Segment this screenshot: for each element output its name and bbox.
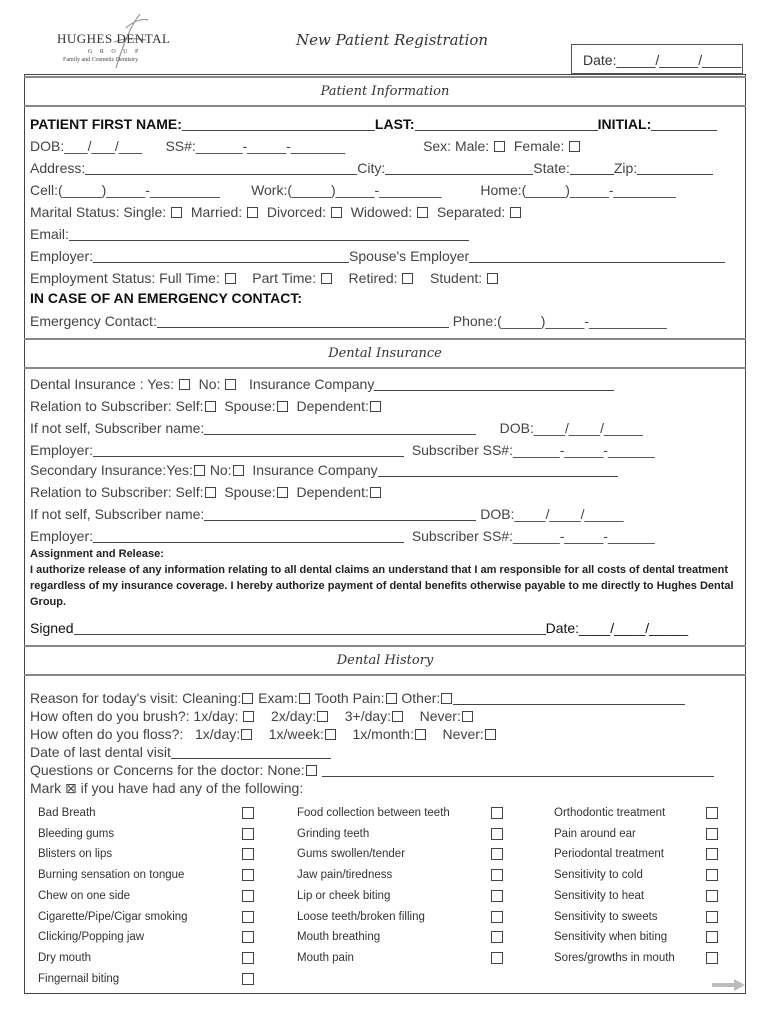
city-field[interactable]: [385, 161, 533, 175]
condition-label: Lip or cheek biting: [297, 889, 391, 902]
spouse-checkbox[interactable]: [277, 401, 288, 412]
emergency-contact-field[interactable]: [157, 314, 449, 328]
insurance-row: Dental Insurance : Yes: No: Insurance Company: [30, 376, 614, 392]
widowed-checkbox[interactable]: [417, 207, 428, 218]
secondary-row: Secondary Insurance:Yes: No: Insurance Company: [30, 462, 618, 478]
subscriber-row: If not self, Subscriber name: DOB:____/____/_____: [30, 420, 643, 436]
emergency-heading: IN CASE OF AN EMERGENCY CONTACT:: [30, 290, 302, 306]
emergency-phone-field[interactable]: Phone:(_____)_____-__________: [452, 313, 667, 329]
assignment-title: Assignment and Release:: [30, 548, 164, 560]
brush-row: How often do you brush?: 1x/day: 2x/day: 3+/day: Never:: [30, 708, 474, 724]
condition-label: Blisters on lips: [38, 848, 113, 861]
self2-checkbox[interactable]: [205, 487, 216, 498]
condition-label: Fingernail biting: [38, 972, 120, 985]
logo-group: G R O U P: [88, 49, 142, 55]
employer-field[interactable]: [93, 249, 349, 263]
reason-row: Reason for today's visit: Cleaning: Exam: Tooth Pain: Other:: [30, 690, 685, 706]
section-dental-insurance: Dental Insurance: [24, 338, 746, 369]
secondary-company-field[interactable]: [378, 463, 618, 477]
logo-tagline: Family and Cosmetic Dentistry: [63, 57, 139, 63]
zip-field[interactable]: [637, 161, 713, 175]
condition-checkbox[interactable]: [491, 869, 503, 881]
male-checkbox[interactable]: [494, 141, 505, 152]
condition-label: Burning sensation on tongue: [38, 869, 185, 882]
mark-instruction: Mark ⊠ if you have had any of the following:: [30, 780, 304, 796]
insurance-no-checkbox[interactable]: [225, 379, 236, 390]
dob-row: DOB:___/___/___ SS#:______-_____-_______ Sex: Male: Female:: [30, 138, 581, 154]
other-checkbox[interactable]: [441, 693, 452, 704]
condition-label: Gums swollen/tender: [297, 848, 406, 861]
emergency-row: Emergency Contact: Phone:(_____)_____-__________: [30, 313, 667, 329]
floss-1xmonth-checkbox[interactable]: [415, 729, 426, 740]
subscriber2-ss-field[interactable]: Subscriber SS#:______-_____-______: [411, 528, 655, 544]
part-time-checkbox[interactable]: [321, 273, 332, 284]
condition-label: Bleeding gums: [38, 827, 115, 840]
floss-row: How often do you floss?: 1x/day: 1x/week: 1x/month: Never:: [30, 726, 497, 742]
signed-date-field[interactable]: Date:____/____/_____: [545, 620, 689, 636]
condition-label: Clicking/Popping jaw: [38, 931, 145, 944]
condition-label: Sores/growths in mouth: [554, 951, 675, 964]
separated-checkbox[interactable]: [510, 207, 521, 218]
address-field[interactable]: [85, 161, 357, 175]
ss-field[interactable]: SS#:______-_____-_______: [165, 138, 346, 154]
spouse-employer-field[interactable]: [469, 249, 725, 263]
exam-checkbox[interactable]: [299, 693, 310, 704]
subscriber-name-field[interactable]: [204, 421, 476, 435]
retired-checkbox[interactable]: [402, 273, 413, 284]
condition-checkbox[interactable]: [706, 848, 718, 860]
subscriber2-employer-field[interactable]: [93, 529, 404, 543]
next-page-arrow-icon: [712, 978, 746, 992]
condition-checkbox[interactable]: [491, 911, 503, 923]
brush-3x-checkbox[interactable]: [392, 711, 403, 722]
floss-never-checkbox[interactable]: [485, 729, 496, 740]
section-patient-information: Patient Information: [24, 76, 746, 107]
subscriber-employer-field[interactable]: [93, 443, 404, 457]
condition-label: Food collection between teeth: [297, 807, 450, 819]
condition-checkbox[interactable]: [242, 848, 254, 860]
section-dental-history: Dental History: [24, 645, 746, 676]
condition-label: Orthodontic treatment: [554, 807, 666, 819]
insurance-company-field[interactable]: [374, 377, 614, 391]
condition-checkbox[interactable]: [242, 828, 254, 840]
full-time-checkbox[interactable]: [225, 273, 236, 284]
condition-checkbox[interactable]: [706, 931, 718, 943]
married-checkbox[interactable]: [247, 207, 258, 218]
relation2-row: Relation to Subscriber: Self: Spouse: Dependent:: [30, 484, 382, 500]
subscriber2-dob-field[interactable]: DOB:____/____/_____: [480, 506, 624, 522]
phone-row: [30, 182, 676, 198]
secondary-no-checkbox[interactable]: [233, 465, 244, 476]
condition-checkbox[interactable]: [491, 931, 503, 943]
condition-checkbox[interactable]: [242, 890, 254, 902]
questions-field[interactable]: [322, 763, 714, 777]
condition-label: Sensitivity to cold: [554, 869, 643, 882]
insurance-yes-checkbox[interactable]: [179, 379, 190, 390]
floss-1xday-checkbox[interactable]: [241, 729, 252, 740]
spouse2-checkbox[interactable]: [277, 487, 288, 498]
signed-row: Signed Date:____/____/_____: [30, 620, 689, 636]
employer-row: Employer: Spouse's Employer: [30, 248, 725, 264]
self-checkbox[interactable]: [205, 401, 216, 412]
questions-row: Questions or Concerns for the doctor: None:: [30, 762, 714, 778]
home-field[interactable]: Home:(_____)_____-________: [480, 182, 676, 198]
condition-checkbox[interactable]: [706, 828, 718, 840]
condition-checkbox[interactable]: [706, 911, 718, 923]
sub-employer-row: Employer: Subscriber SS#:______-_____-______: [30, 442, 655, 458]
condition-checkbox[interactable]: [242, 869, 254, 881]
divorced-checkbox[interactable]: [331, 207, 342, 218]
condition-label: Sensitivity to sweets: [554, 910, 658, 923]
state-field[interactable]: [570, 161, 614, 175]
condition-checkbox[interactable]: [491, 807, 503, 819]
condition-checkbox[interactable]: [491, 848, 503, 860]
assignment-text: I authorize release of any information relating to all dental claims an understand that I am responsible for all costs of dental treatment regardless of my insurance coverage. I hereby authorize payment of dental benefits otherwise payable to me directly to Hughes Dental Group.: [30, 564, 734, 608]
brush-1x-checkbox[interactable]: [243, 711, 254, 722]
marital-row: Marital Status: Single: Married: Divorced: Widowed: Separated:: [30, 204, 522, 220]
condition-checkbox[interactable]: [706, 807, 718, 819]
dependent2-checkbox[interactable]: [370, 487, 381, 498]
secondary-yes-checkbox[interactable]: [194, 465, 205, 476]
student-checkbox[interactable]: [487, 273, 498, 284]
tooth-pain-checkbox[interactable]: [386, 693, 397, 704]
female-checkbox[interactable]: [569, 141, 580, 152]
condition-checkbox[interactable]: [242, 973, 254, 985]
condition-checkbox[interactable]: [491, 952, 503, 964]
condition-label: Sensitivity to heat: [554, 889, 645, 902]
logo-brand: HUGHES DENTAL: [57, 31, 171, 46]
last-visit-row: Date of last dental visit: [30, 744, 331, 760]
condition-label: Pain around ear: [554, 827, 636, 840]
condition-label: Jaw pain/tiredness: [297, 869, 393, 882]
single-checkbox[interactable]: [171, 207, 182, 218]
condition-checkbox[interactable]: [491, 828, 503, 840]
email-row: Email:: [30, 226, 469, 242]
relation-row: Relation to Subscriber: Self: Spouse: Dependent:: [30, 398, 382, 414]
last-visit-field[interactable]: [171, 745, 331, 759]
condition-label: Dry mouth: [38, 951, 92, 964]
condition-label: Mouth breathing: [297, 931, 381, 944]
other-reason-field[interactable]: [453, 691, 685, 705]
floss-1xweek-checkbox[interactable]: [325, 729, 336, 740]
brush-never-checkbox[interactable]: [462, 711, 473, 722]
name-row: PATIENT FIRST NAME: LAST: INITIAL:: [30, 116, 717, 132]
condition-checkbox[interactable]: [242, 931, 254, 943]
condition-label: Sensitivity when biting: [554, 931, 668, 944]
last-name-field[interactable]: [415, 117, 598, 131]
condition-label: Mouth pain: [297, 951, 354, 964]
subscriber-ss-field[interactable]: Subscriber SS#:______-_____-______: [411, 442, 655, 458]
cleaning-checkbox[interactable]: [242, 693, 253, 704]
brush-2x-checkbox[interactable]: [317, 711, 328, 722]
employment-row: Employment Status: Full Time: Part Time: Retired: Student:: [30, 270, 499, 286]
cell-field[interactable]: Cell:(_____)_____-_________: [30, 182, 220, 198]
email-field[interactable]: [69, 227, 469, 241]
subscriber2-name-field[interactable]: [204, 507, 476, 521]
questions-none-checkbox[interactable]: [306, 765, 317, 776]
condition-label: Periodontal treatment: [554, 848, 664, 861]
condition-label: Bad Breath: [38, 807, 96, 819]
condition-checkbox[interactable]: [242, 807, 254, 819]
initial-field[interactable]: [651, 117, 717, 131]
work-field[interactable]: Work:(_____)_____-________: [251, 182, 442, 198]
condition-label: Loose teeth/broken filling: [297, 910, 425, 923]
condition-label: Grinding teeth: [297, 827, 370, 840]
condition-label: Cigarette/Pipe/Cigar smoking: [38, 910, 188, 923]
condition-checkbox[interactable]: [706, 890, 718, 902]
condition-checkbox[interactable]: [242, 911, 254, 923]
form-title: New Patient Registration: [296, 31, 489, 49]
condition-label: Chew on one side: [38, 889, 131, 902]
condition-checkbox[interactable]: [242, 952, 254, 964]
first-name-field[interactable]: [182, 117, 375, 131]
address-row: Address: City: State: Zip:: [30, 160, 713, 176]
subscriber-dob-field[interactable]: DOB:____/____/_____: [499, 420, 643, 436]
condition-checkbox[interactable]: [706, 869, 718, 881]
dob-field[interactable]: DOB:___/___/___: [30, 138, 143, 154]
condition-checkbox[interactable]: [706, 952, 718, 964]
subscriber2-row: If not self, Subscriber name: DOB:____/____/_____: [30, 506, 624, 522]
sub-employer2-row: Employer: Subscriber SS#:______-_____-______: [30, 528, 655, 544]
condition-checkbox[interactable]: [491, 890, 503, 902]
date-field[interactable]: Date:_____/_____/_____: [571, 44, 743, 74]
dependent-checkbox[interactable]: [370, 401, 381, 412]
signature-field[interactable]: [74, 621, 546, 635]
